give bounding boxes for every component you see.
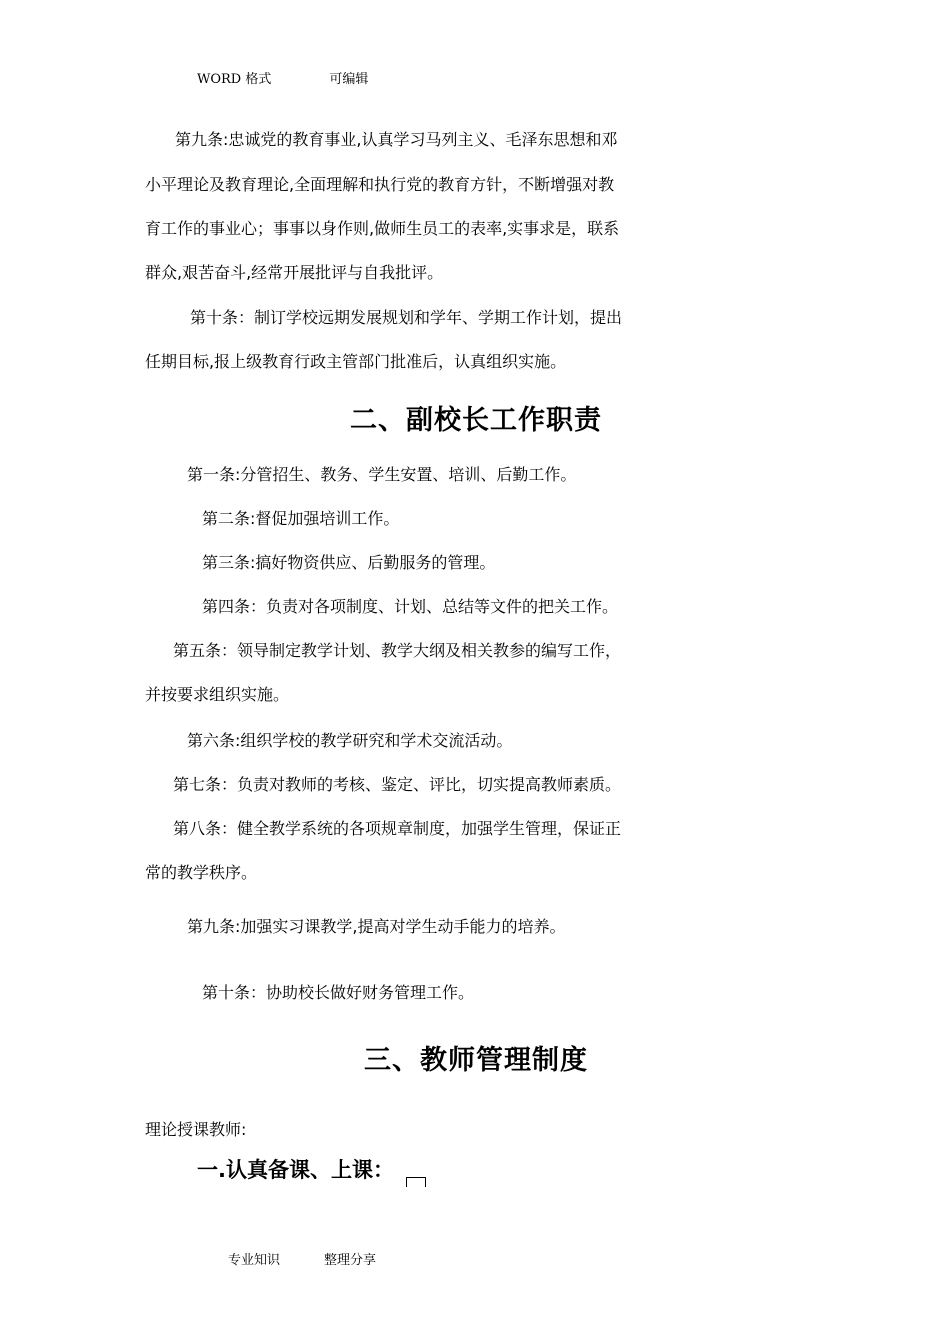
paragraph-line: 第四条：负责对各项制度、计划、总结等文件的把关工作。 xyxy=(202,597,619,616)
page-header xyxy=(197,68,368,87)
footer-share-label: 整理分享 xyxy=(324,1253,377,1268)
paragraph-line: 第三条:搞好物资供应、后勤服务的管理。 xyxy=(202,553,496,572)
paragraph-line: 第十条：制订学校远期发展规划和学年、学期工作计划，提出 xyxy=(190,308,623,327)
header-editable-label: 可编辑 xyxy=(329,72,369,87)
sub-heading xyxy=(197,1155,426,1187)
footer-knowledge-label: 专业知识 xyxy=(228,1253,281,1268)
paragraph-line: 第十条：协助校长做好财务管理工作。 xyxy=(202,983,475,1002)
paragraph-line: 第二条:督促加强培训工作。 xyxy=(202,509,400,528)
paragraph-line: 第八条：健全教学系统的各项规章制度，加强学生管理，保证正 xyxy=(173,819,622,838)
paragraph-line: 第九条:忠诚党的教育事业,认真学习马列主义、毛泽东思想和邓 xyxy=(175,130,618,149)
paragraph-line: 群众,艰苦奋斗,经常开展批评与自我批评。 xyxy=(145,263,444,282)
paragraph-line: 小平理论及教育理论,全面理解和执行党的教育方针，不断增强对教 xyxy=(145,175,615,194)
paragraph-line: 并按要求组织实施。 xyxy=(145,685,290,704)
section-title: 二、副校长工作职责 xyxy=(350,405,602,436)
bracket-mark-icon xyxy=(406,1177,426,1187)
paragraph-line: 常的教学秩序。 xyxy=(145,863,258,882)
paragraph-line: 第五条：领导制定教学计划、教学大纲及相关教参的编写工作， xyxy=(173,641,622,660)
page-footer xyxy=(228,1249,376,1268)
paragraph-line: 任期目标,报上级教育行政主管部门批准后，认真组织实施。 xyxy=(145,352,567,371)
paragraph-line: 第九条:加强实习课教学,提高对学生动手能力的培养。 xyxy=(187,917,566,936)
paragraph-line: 第一条:分管招生、教务、学生安置、培训、后勤工作。 xyxy=(187,465,577,484)
section-title: 三、教师管理制度 xyxy=(364,1045,588,1076)
paragraph-line: 育工作的事业心；事事以身作则,做师生员工的表率,实事求是，联系 xyxy=(145,219,620,238)
sub-heading-text: 一.认真备课、上课： xyxy=(197,1158,394,1182)
header-format-label: WORD 格式 xyxy=(197,72,272,87)
paragraph-line: 第七条：负责对教师的考核、鉴定、评比，切实提高教师素质。 xyxy=(173,775,622,794)
paragraph-line: 第六条:组织学校的教学研究和学术交流活动。 xyxy=(187,731,513,750)
section-intro: 理论授课教师: xyxy=(145,1120,247,1139)
